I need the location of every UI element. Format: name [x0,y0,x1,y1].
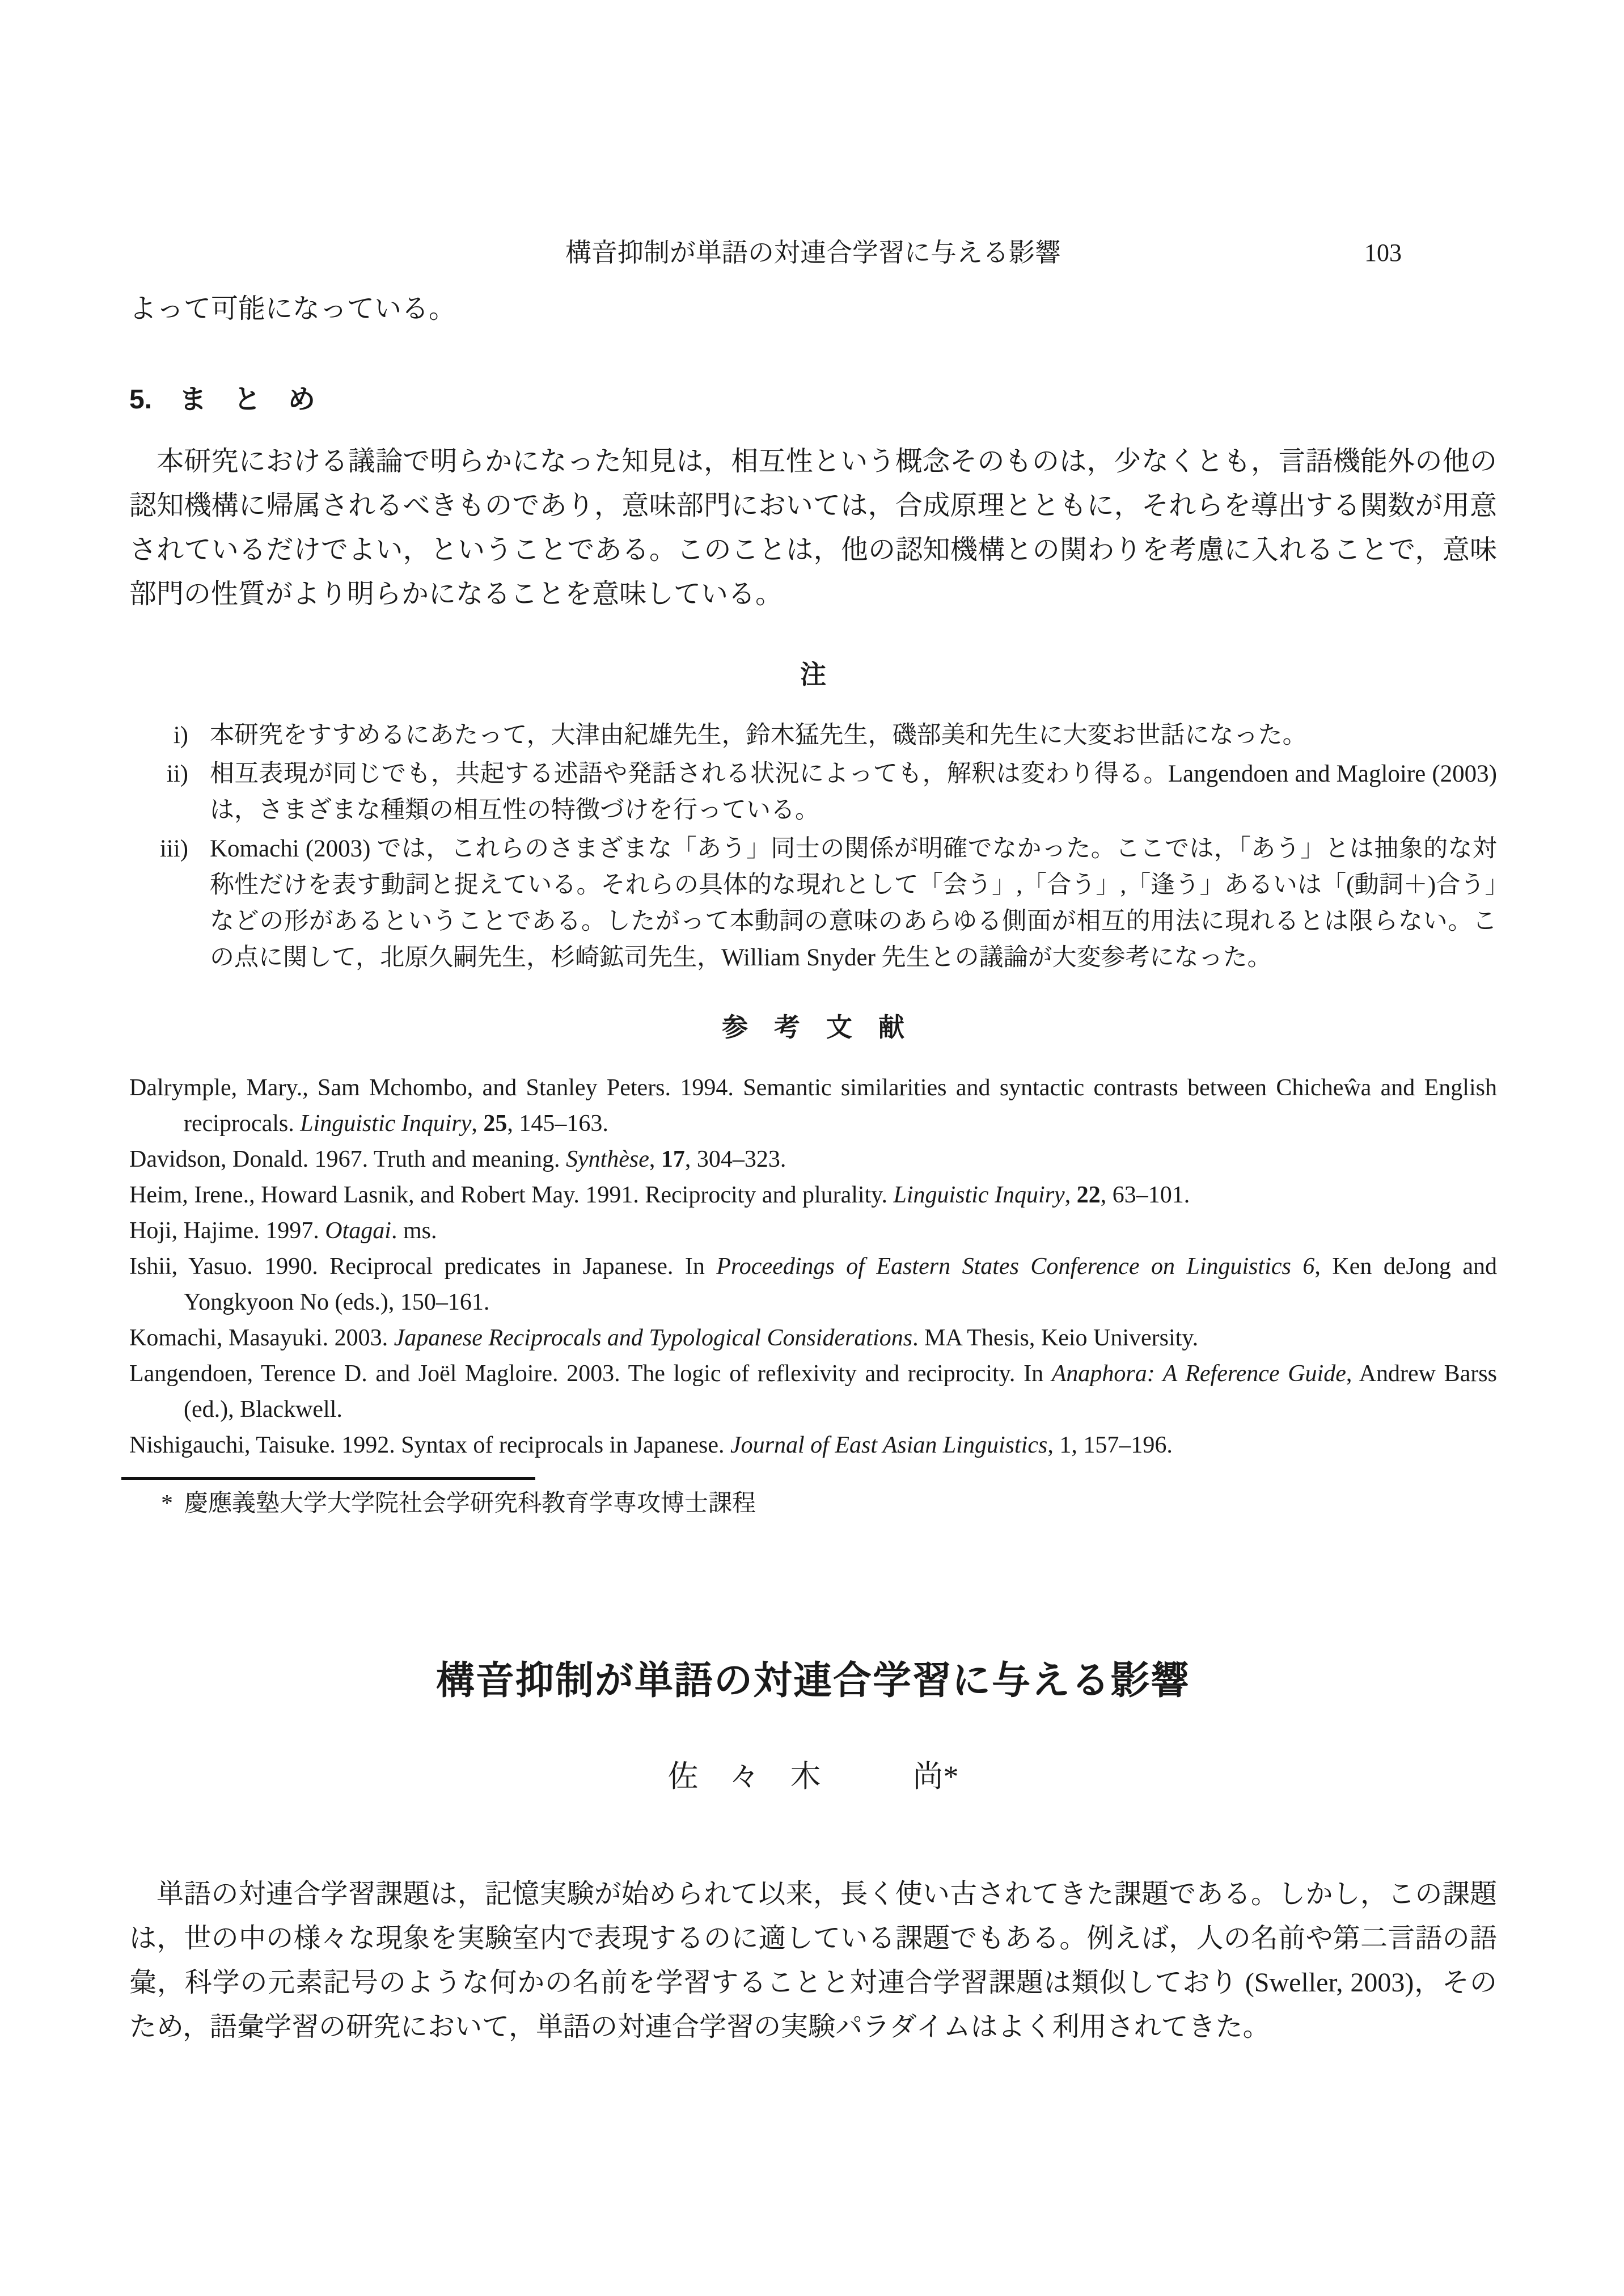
page-content [129,0,1497,2076]
note-text: 本研究をすすめるにあたって，大津由紀雄先生，鈴木猛先生，磯部美和先生に大変お世話になった。 [210,721,1307,749]
footnote-marker: * [161,1490,173,1517]
reference-item: Langendoen, Terence D. and Joël Magloire. 2003. The logic of reflexivity and reciprocity. In Anaphora: A Reference Guide, Andrew Barss (ed.), Blackwell. [129,1360,1497,1423]
references-heading: 参 考 文 献 [722,1012,904,1042]
reference-item: Dalrymple, Mary., Sam Mchombo, and Stanley Peters. 1994. Semantic similarities and syntactic contrasts between Chicheŵa and English reciprocals. Linguistic Inquiry, 25, 145–163. [129,1074,1497,1137]
note-marker: i) [173,721,188,749]
footnote [129,1488,1497,1520]
summary-section-heading: 5. ま と め [129,385,316,415]
page-number: 103 [1364,239,1402,267]
footnote-rule [121,1477,535,1480]
summary-paragraph: 本研究における議論で明らかになった知見は，相互性という概念そのものは，少なくとも，言語機能外の他の認知機構に帰属されるべきものであり，意味部門においては，合成原理とともに，それらを導出する関数が用意されているだけでよい，ということである。このことは，他の認知機構との関わりを考慮に入れることで，意味部門の性質がより明らかになることを意味している。 [129,446,1497,609]
reference-item: Hoji, Hajime. 1997. Otagai. ms. [129,1217,437,1244]
note-marker: iii) [159,835,188,862]
article-intro-paragraph: 単語の対連合学習課題は，記憶実験が始められて以来，長く使い古されてきた課題である。しかし，この課題は，世の中の様々な現象を実験室内で表現するのに適している課題でもある。例えば，人の名前や第二言語の語彙，科学の元素記号のような何かの名前を学習することと対連合学習課題は類似しており (Sweller, 2003)，そのため，語彙学習の研究において，単語の対連合学習の実験パラダイムはよく利用されてきた。 [129,1879,1497,2042]
running-head [129,237,1497,269]
note-item [129,717,1497,754]
article-author: 佐 々 木 尚* [667,1759,959,1793]
note-item [129,831,1497,976]
reference-item: Komachi, Masayuki. 2003. Japanese Reciprocals and Typological Considerations. MA Thesis, Keio University. [129,1324,1199,1351]
notes-list [129,717,1497,976]
note-marker: ii) [166,760,188,787]
opening-line: よって可能になっている。 [129,294,456,324]
running-head-title: 構音抑制が単語の対連合学習に与える影響 [565,238,1061,267]
reference-item: Davidson, Donald. 1967. Truth and meaning. Synthèse, 17, 304–323. [129,1146,786,1172]
note-item [129,756,1497,829]
reference-item: Heim, Irene., Howard Lasnik, and Robert May. 1991. Reciprocity and plurality. Linguistic Inquiry, 22, 63–101. [129,1181,1190,1208]
references-list [129,1070,1497,1463]
notes-heading: 注 [800,659,826,689]
footnote-text: 慶應義塾大学大学院社会学研究科教育学専攻博士課程 [184,1490,756,1517]
note-text: 相互表現が同じでも，共起する述語や発話される状況によっても，解釈は変わり得る。Langendoen and Magloire (2003) は，さまざまな種類の相互性の特徴づけを行っている。 [210,760,1497,824]
reference-item: Nishigauchi, Taisuke. 1992. Syntax of reciprocals in Japanese. Journal of East Asian Linguistics, 1, 157–196. [129,1432,1173,1458]
article-title: 構音抑制が単語の対連合学習に与える影響 [435,1658,1190,1702]
reference-item: Ishii, Yasuo. 1990. Reciprocal predicates in Japanese. In Proceedings of Eastern States Conference on Linguistics 6, Ken deJong and Yongkyoon No (eds.), 150–161. [129,1253,1497,1315]
note-text: Komachi (2003) では，これらのさまざまな「あう」同士の関係が明確でなかった。ここでは，「あう」とは抽象的な対称性だけを表す動詞と捉えている。それらの具体的な現れとして「会う」,「合う」,「逢う」あるいは「(動詞＋)合う」などの形があるということである。したがって本動詞の意味のあらゆる側面が相互的用法に現れるとは限らない。この点に関して，北原久嗣先生，杉崎鉱司先生，William Snyder 先生との議論が大変参考になった。 [210,835,1497,971]
